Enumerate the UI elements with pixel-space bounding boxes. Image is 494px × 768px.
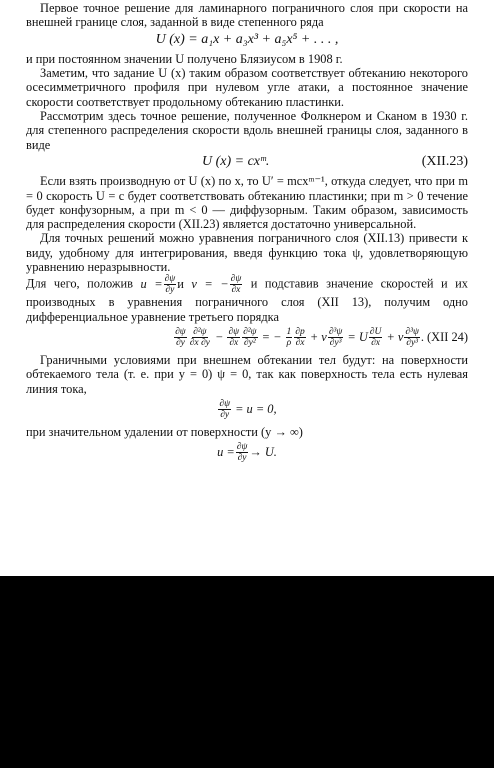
equation-boundary-surface: $\frac{\partial\psi}{\partial y}$ = u = 0,	[219, 398, 277, 420]
paragraph-4: Если взять производную от U (x) по x, то U′ = mcxᵐ⁻¹, откуда следует, что при m = 0 скорость U = c будет соответствовать обтеканию пластинки; при m > 0 течение будет конфузорным, а при m < 0 — диффузорным. Таким образом, зависимость для распределения скорости (XII.23) является достаточно универсальной.	[26, 174, 468, 232]
paragraph-6	[26, 274, 468, 324]
page-text	[26, 1, 468, 468]
paragraph-1: Первое точное решение для ламинарного пограничного слоя при скорости на внешней границе слоя, заданной в виде степенного ряда	[26, 1, 468, 30]
equation-boundary-far: u = $\frac{\partial\psi}{\partial y}$ → U.	[217, 442, 277, 464]
equation-xii-23	[26, 155, 468, 169]
stream-function-definition: u = $\frac{\partial\psi}{\partial y}$ и v = − $\frac{\partial\psi}{\partial x}$	[140, 274, 242, 296]
equation-xii-23-body: U (x) = cxᵐ.	[202, 153, 270, 169]
paragraph-3: Рассмотрим здесь точное решение, полученное Фолкнером и Сканом в 1930 г. для степенного распределения скорости вдоль внешней границы слоя, заданного в виде	[26, 109, 468, 152]
paragraph-8: при значительном удалении от поверхности (y → ∞)	[26, 424, 303, 439]
equation-series: U (x) = a₁x + a₃x³ + a₅x⁵ + . . . ,	[155, 31, 339, 47]
equation-number-xii-23: (XII.23)	[421, 153, 468, 169]
paragraph-2: Заметим, что задание U (x) таким образом соответствует обтеканию некоторого осесимметричного профиля при нулевом угле атаки, а постоянное значение скорости соответствует продольному обтеканию пластинки.	[26, 66, 468, 109]
equation-xii-24: $\frac{\partial\psi}{\partial y}$ $\frac{\text{∂²ψ}}{\partial x \partial y}$ − $\frac{\partial\psi}{\partial x}$ $\frac{\text{∂²ψ}}{\text{∂y²}}$ = − $\frac{1}{\rho}$ $\frac{\partial p}{\partial x}$ + ν $\frac{\text{∂³ψ}}{\text{∂y³}}$ = U $\frac{\partial U}{\partial x}$ + ν $\frac{\text{∂³ψ}}{\text{∂y³}}$ . (XII 24)	[175, 326, 468, 348]
paragraph-1-continuation: и при постоянном значении U получено Блязиусом в 1908 г.	[26, 51, 343, 66]
equation-number-xii-24: . (XII 24)	[420, 330, 468, 345]
paragraph-6-lead: Для чего, положив	[26, 276, 133, 291]
paragraph-6-rest: и подставив значение скоростей и их производных в уравнения пограничного слоя (XII 13), получим одно дифференциальное уравнение третьего порядка	[26, 276, 468, 324]
paragraph-7: Граничными условиями при внешнем обтекании тел будут: на поверхности обтекаемого тела (т. е. при y = 0) ψ = 0, так как поверхность тела есть нулевая линия тока,	[26, 352, 468, 396]
paragraph-5: Для точных решений можно уравнения пограничного слоя (XII.13) привести к виду, удобному для интегрирования, введя функцию тока ψ, удовлетворяющую уравнению неразрывности.	[26, 231, 468, 275]
